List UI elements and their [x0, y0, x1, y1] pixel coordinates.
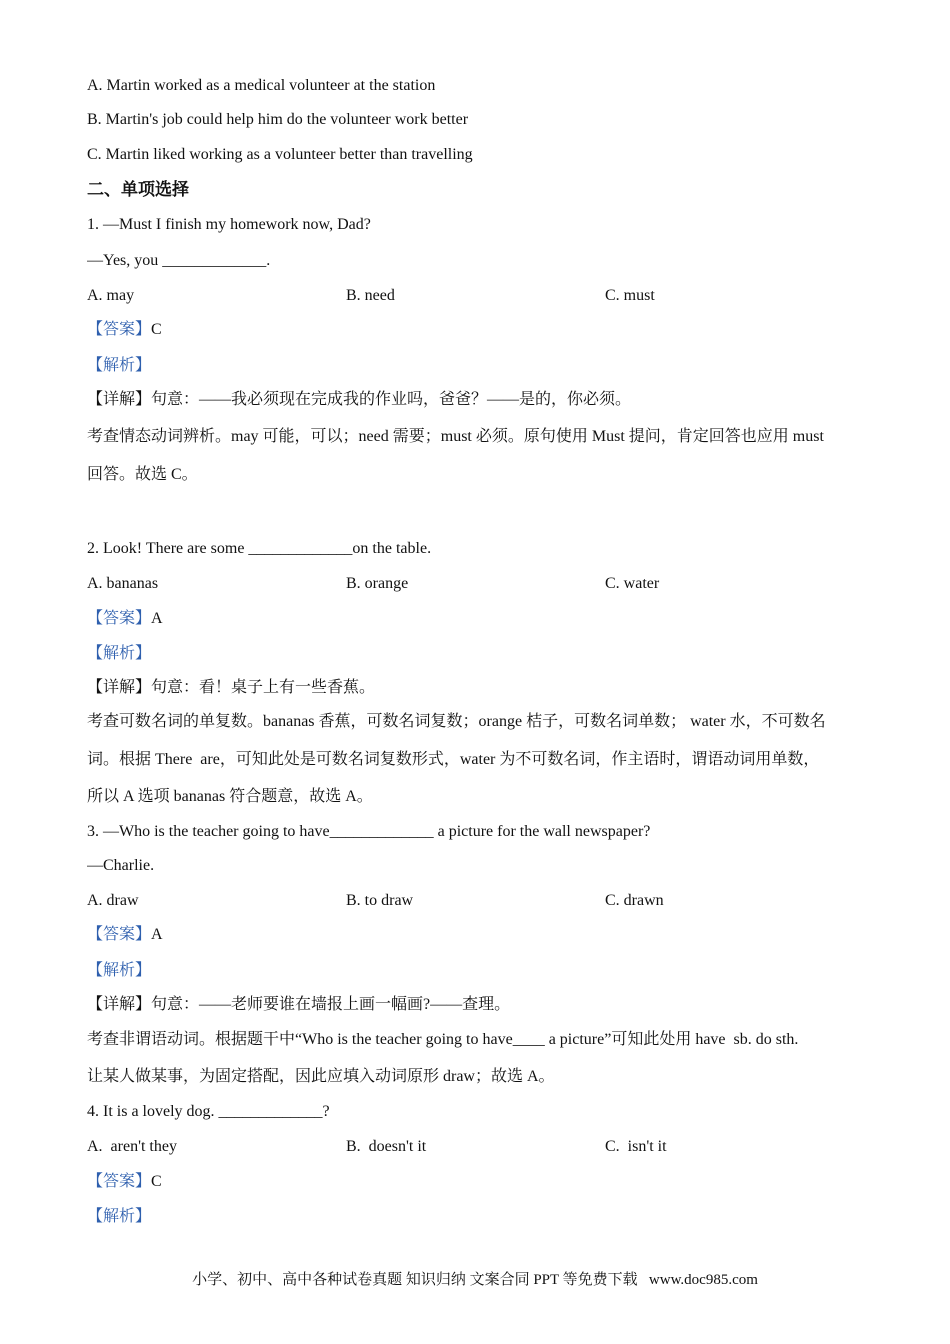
answer-value: C — [151, 1173, 162, 1190]
answer-value: C — [151, 321, 162, 338]
q1-option-c: C. must — [605, 287, 655, 304]
q3-detail-line1: 【详解】句意：——老师要谁在墙报上画一幅画?——查理。 — [87, 996, 511, 1013]
q1-answer — [87, 320, 162, 340]
q4-analysis-label: 【解析】 — [87, 1208, 152, 1225]
q2-answer — [87, 609, 163, 629]
prev-option-c: C. Martin liked working as a volunteer better than travelling — [87, 146, 473, 163]
q2-detail-line2: 考查可数名词的单复数。bananas 香蕉，可数名词复数；orange 桔子，可数名词单数； water 水，不可数名 — [87, 713, 826, 730]
q3-detail-line2: 考查非谓语动词。根据题干中“Who is the teacher going to have____ a picture”可知此处用 have sb. do sth. — [87, 1031, 799, 1048]
q3-answer — [87, 925, 163, 945]
answer-value: A — [151, 926, 163, 943]
q4-option-a: A. aren't they — [87, 1138, 177, 1155]
q1-detail-line3: 回答。故选 C。 — [87, 466, 198, 483]
q1-stem-line2: —Yes, you _____________. — [87, 252, 271, 269]
q4-stem: 4. It is a lovely dog. _____________? — [87, 1103, 330, 1120]
q2-detail-line1: 【详解】句意：看！桌子上有一些香蕉。 — [87, 679, 376, 696]
q3-option-a: A. draw — [87, 892, 139, 909]
q3-stem-line1: 3. —Who is the teacher going to have_____________ a picture for the wall newspaper? — [87, 823, 651, 840]
q1-option-a: A. may — [87, 287, 135, 304]
q2-option-b: B. orange — [346, 575, 409, 592]
q2-detail-line4: 所以 A 选项 bananas 符合题意，故选 A。 — [87, 788, 373, 805]
page-footer: 小学、初中、高中各种试卷真题 知识归纳 文案合同 PPT 等免费下载 www.doc985.com — [192, 1272, 758, 1288]
q1-analysis-label: 【解析】 — [87, 357, 152, 374]
prev-option-a: A. Martin worked as a medical volunteer at the station — [87, 77, 436, 94]
q4-answer — [87, 1172, 162, 1192]
q2-stem: 2. Look! There are some _____________on the table. — [87, 540, 432, 557]
q2-option-a: A. bananas — [87, 575, 159, 592]
answer-value: A — [151, 610, 163, 627]
q3-analysis-label: 【解析】 — [87, 962, 152, 979]
q4-option-c: C. isn't it — [605, 1138, 667, 1155]
q3-option-c: C. drawn — [605, 892, 664, 909]
q4-option-b: B. doesn't it — [346, 1138, 427, 1155]
q1-detail-line1: 【详解】句意：——我必须现在完成我的作业吗，爸爸？——是的，你必须。 — [87, 391, 632, 408]
q1-stem-line1: 1. —Must I finish my homework now, Dad? — [87, 216, 371, 233]
q2-option-c: C. water — [605, 575, 660, 592]
section-heading: 二、单项选择 — [87, 180, 189, 199]
answer-label: 【答案】 — [87, 1173, 152, 1190]
q2-analysis-label: 【解析】 — [87, 645, 152, 662]
q1-detail-line2: 考查情态动词辨析。may 可能，可以；need 需要；must 必须。原句使用 Must 提问，肯定回答也应用 must — [87, 428, 824, 445]
answer-label: 【答案】 — [87, 926, 152, 943]
answer-label: 【答案】 — [87, 321, 152, 338]
q1-option-b: B. need — [346, 287, 395, 304]
prev-option-b: B. Martin's job could help him do the volunteer work better — [87, 111, 469, 128]
q3-stem-line2: —Charlie. — [87, 857, 155, 874]
q3-option-b: B. to draw — [346, 892, 414, 909]
q3-detail-line3: 让某人做某事，为固定搭配，因此应填入动词原形 draw；故选 A。 — [87, 1068, 555, 1085]
q2-detail-line3: 词。根据 There are，可知此处是可数名词复数形式，water 为不可数名词，作主语时，谓语动词用单数， — [87, 751, 820, 768]
answer-label: 【答案】 — [87, 610, 152, 627]
